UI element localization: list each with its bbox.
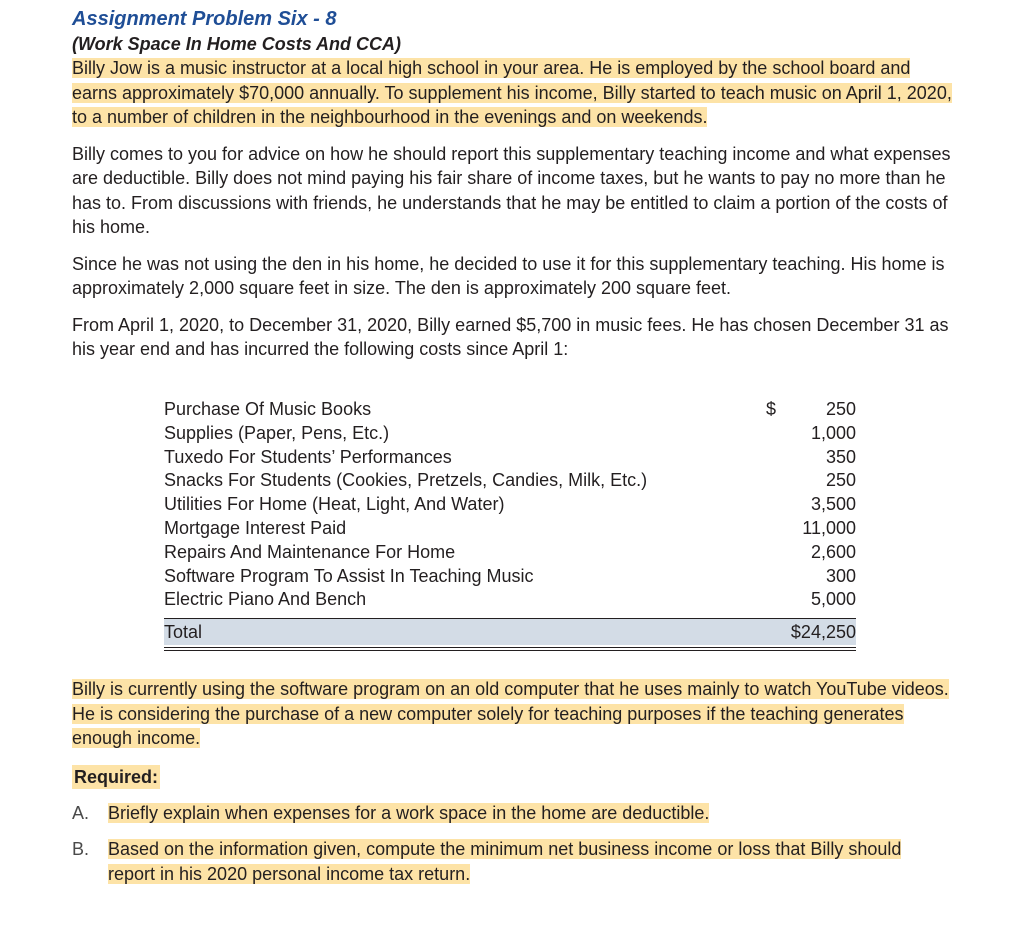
highlighted-text: Billy is currently using the software program on an old computer that he uses mainly to watch YouTube videos. He is considering the purchase of a new computer solely for teaching purposes if the teaching generates enough income. [72,679,949,748]
cost-label: Electric Piano And Bench [164,589,367,610]
cost-label: Snacks For Students (Cookies, Pretzels, Candies, Milk, Etc.) [164,470,648,491]
cost-row [164,541,856,565]
problem-page [72,6,952,362]
cost-row [164,446,856,470]
list-text: Based on the information given, compute the minimum net business income or loss that Billy should report in his 2020 personal income tax return. [108,839,902,884]
currency-symbol: $ [766,399,777,419]
list-text: Briefly explain when expenses for a work space in the home are deductible. [108,802,710,823]
cost-row [164,493,856,517]
paragraph-advice: Billy comes to you for advice on how he should report this supplementary teaching income and what expenses are deductible. Billy does not mind paying his fair share of income taxes, but he wants to pay no more than he has to. From discussions with friends, he understands that he may be entitled to claim a portion of the costs of his home. [72,143,951,237]
cost-row [164,565,856,589]
cost-amount: 250 [825,470,856,491]
page-title: Assignment Problem Six - 8 [72,8,337,30]
cost-label: Software Program To Assist In Teaching Music [164,565,534,586]
page-subtitle: (Work Space In Home Costs And CCA) [72,34,402,54]
cost-table [164,398,856,651]
lower-section [72,677,952,886]
total-amount: $24,250 [790,622,856,643]
list-letter: A. [72,802,90,823]
cost-amount: 3,500 [810,494,856,515]
paragraph-intro [72,56,952,130]
list-item [72,837,952,886]
double-underline [164,647,856,651]
cost-row [164,588,856,612]
cost-row [164,517,856,541]
cost-label: Repairs And Maintenance For Home [164,541,456,562]
required-heading-row [72,765,952,789]
cost-label: Tuxedo For Students’ Performances [164,446,452,467]
cost-row [164,398,856,422]
cost-amount: 2,600 [810,541,856,562]
cost-label: Supplies (Paper, Pens, Etc.) [164,422,390,443]
cost-row [164,422,856,446]
required-heading: Required: [74,766,159,787]
cost-amount: 1,000 [810,422,856,443]
cost-amount: 5,000 [810,589,856,610]
cost-label: Utilities For Home (Heat, Light, And Water) [164,494,505,515]
cost-row [164,469,856,493]
paragraph-earnings: From April 1, 2020, to December 31, 2020, Billy earned $5,700 in music fees. He has chosen December 31 as his year end and has incurred the following costs since April 1: [72,314,949,359]
cost-amount: 250 [825,399,856,419]
cost-amount: 350 [825,446,856,467]
total-row [164,618,856,645]
cost-label: Purchase Of Music Books [164,399,372,419]
list-letter: B. [72,839,90,859]
cost-amount: 11,000 [802,517,856,538]
highlighted-text: Billy Jow is a music instructor at a local high school in your area. He is employed by the school board and earns approximately $70,000 annually. To supplement his income, Billy started to teach music on April 1, 2020, to a number of children in the neighbourhood in the evenings and on weekends. [72,58,952,127]
total-label: Total [164,622,203,643]
cost-label: Mortgage Interest Paid [164,517,347,538]
cost-amount: 300 [825,565,856,586]
paragraph-software [72,677,952,751]
paragraph-den: Since he was not using the den in his home, he decided to use it for this supplementary teaching. His home is approximately 2,000 square feet in size. The den is approximately 200 square feet. [72,253,945,298]
list-item [72,801,952,826]
